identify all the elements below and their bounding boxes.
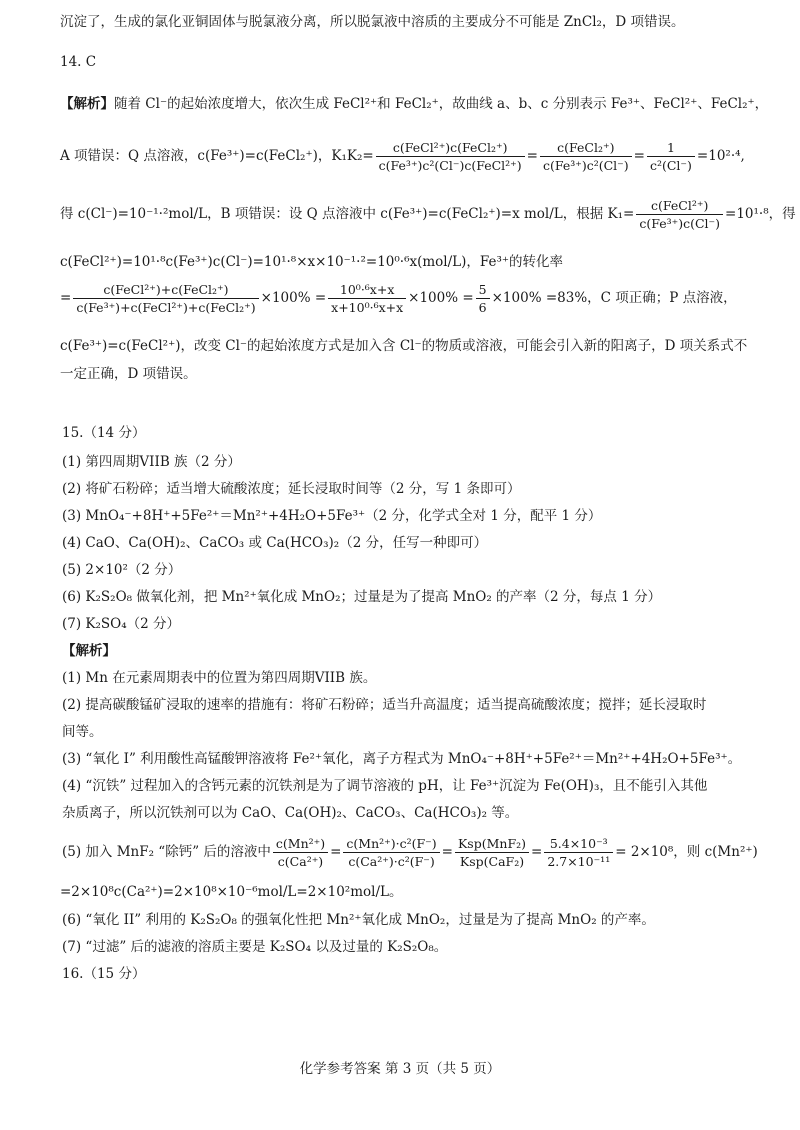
frac-denominator: c(Ca²⁺) [277, 854, 324, 869]
q14-line1-text: 随着 Cl⁻的起始浓度增大，依次生成 FeCl²⁺和 FeCl₂⁺，故曲线 a、b、c 分别表示 Fe³⁺、FeCl²⁺、FeCl₂⁺， [114, 96, 769, 112]
q14-line2-frac3 [647, 140, 695, 173]
page-footer: 化学参考答案 第 3 页（共 5 页） [299, 1061, 501, 1077]
q15-a5-frac1 [273, 836, 328, 869]
q14-line5-frac3 [476, 282, 490, 315]
q14-line3-suffix: =10¹·⁸，得 [725, 206, 796, 222]
q15-answer-1: (1) 第四周期VIIB 族（2 分） [62, 454, 241, 470]
frac-numerator: Ksp(MnF₂) [455, 836, 529, 853]
frac-numerator: c(FeCl²⁺) [636, 198, 723, 215]
q14-line3 [60, 198, 796, 231]
q15-answer-5: (5) 2×10²（2 分） [62, 562, 182, 578]
frac-numerator: c(FeCl²⁺)+c(FeCl₂⁺) [73, 282, 258, 299]
q15-analysis-4b: 杂质离子，所以沉铁剂可以为 CaO、Ca(OH)₂、CaCO₃、Ca(HCO₃)₂ 等。 [62, 805, 519, 821]
equals-sign: = [60, 290, 72, 306]
q14-line2-frac1 [376, 140, 525, 173]
q14-line2-prefix: A 项错误：Q 点溶液，c(Fe³⁺)=c(FeCl₂⁺)，K₁K₂= [60, 148, 374, 164]
q14-line3-prefix: 得 c(Cl⁻)=10⁻¹·²mol/L，B 项错误：设 Q 点溶液中 c(Fe³⁺)=c(FeCl₂⁺)=x mol/L，根据 K₁= [60, 206, 635, 222]
q14-line5-suffix: ×100% =83%，C 项正确；P 点溶液， [491, 290, 737, 306]
q15-analysis-6: (6) “氧化 II” 利用的 K₂S₂O₈ 的强氧化性把 Mn²⁺氧化成 MnO₂，过量是为了提高 MnO₂ 的产率。 [62, 912, 655, 928]
frac-numerator: c(Mn²⁺) [273, 836, 328, 853]
q14-line4: c(FeCl²⁺)=10¹·⁸c(Fe³⁺)c(Cl⁻)=10¹·⁸×x×10⁻¹·²=10⁰·⁶x(mol/L)，Fe³⁺的转化率 [60, 254, 564, 270]
q14-analysis-label: 【解析】 [60, 96, 114, 112]
q14-line5-mid: ×100% = [260, 290, 327, 306]
q14-line2 [60, 140, 745, 173]
q16-header: 16.（15 分） [62, 966, 146, 982]
frac-denominator: c(Fe³⁺)+c(FeCl²⁺)+c(FeCl₂⁺) [76, 300, 256, 315]
equals-sign: = [633, 148, 645, 164]
frac-numerator: c(FeCl₂⁺) [540, 140, 632, 157]
frac-denominator: c(Fe³⁺)c(Cl⁻) [639, 216, 721, 231]
q15-answer-6: (6) K₂S₂O₈ 做氧化剂，把 Mn²⁺氧化成 MnO₂；过量是为了提高 MnO₂ 的产率（2 分，每点 1 分） [62, 589, 662, 605]
q15-a5-frac4 [544, 836, 613, 869]
frac-denominator: Ksp(CaF₂) [459, 854, 525, 869]
q14-line5-frac2 [328, 282, 406, 315]
q15-answer-4: (4) CaO、Ca(OH)₂、CaCO₃ 或 Ca(HCO₃)₂（2 分，任写一种即可） [62, 535, 488, 551]
q14-line5 [60, 282, 737, 315]
frac-denominator: x+10⁰·⁶x+x [331, 300, 404, 315]
q15-analysis-2b: 间等。 [62, 724, 103, 740]
q14-line2-suffix: =10²·⁴, [696, 148, 745, 164]
frac-numerator: 5.4×10⁻³ [544, 836, 613, 853]
q15-answer-3: (3) MnO₄⁻+8H⁺+5Fe²⁺＝Mn²⁺+4H₂O+5Fe³⁺（2 分，化学式全对 1 分，配平 1 分） [62, 508, 602, 524]
q15-header: 15.（14 分） [62, 425, 146, 441]
q15-a5-frac2 [343, 836, 439, 869]
q15-analysis-3: (3) “氧化 I” 利用酸性高锰酸钾溶液将 Fe²⁺氧化，离子方程式为 MnO₄⁻+8H⁺+5Fe²⁺＝Mn²⁺+4H₂O+5Fe³⁺。 [62, 751, 742, 767]
q15-answer-2: (2) 将矿石粉碎；适当增大硫酸浓度；延长浸取时间等（2 分，写 1 条即可） [62, 481, 521, 497]
frac-numerator: c(FeCl²⁺)c(FeCl₂⁺) [376, 140, 525, 157]
frac-denominator: c(Fe³⁺)c²(Cl⁻)c(FeCl²⁺) [378, 158, 522, 173]
frac-numerator: 1 [647, 140, 695, 157]
frac-numerator: 10⁰·⁶x+x [328, 282, 406, 299]
q15-analysis-5b: =2×10⁸c(Ca²⁺)=2×10⁸×10⁻⁶mol/L=2×10²mol/L。 [60, 884, 403, 900]
q14-line3-frac [636, 198, 723, 231]
equals-sign: = [526, 148, 538, 164]
q13-tail-text: 沉淀了，生成的氯化亚铜固体与脱氯液分离，所以脱氯液中溶质的主要成分不可能是 ZnCl₂，D 项错误。 [60, 14, 685, 30]
frac-denominator: c²(Cl⁻) [649, 158, 692, 173]
frac-denominator: c(Fe³⁺)c²(Cl⁻) [542, 158, 629, 173]
frac-denominator: 2.7×10⁻¹¹ [547, 854, 611, 869]
frac-numerator: 5 [476, 282, 490, 299]
frac-denominator: c(Ca²⁺)·c²(F⁻) [348, 854, 435, 869]
q15-a5-suffix: = 2×10⁸，则 c(Mn²⁺) [615, 844, 758, 860]
q14-line7: 一定正确，D 项错误。 [60, 366, 197, 382]
q15-analysis-1: (1) Mn 在元素周期表中的位置为第四周期VIIB 族。 [62, 670, 377, 686]
q14-header: 14. C [60, 54, 97, 70]
frac-numerator: c(Mn²⁺)·c²(F⁻) [343, 836, 439, 853]
q15-analysis-2: (2) 提高碳酸锰矿浸取的速率的措施有：将矿石粉碎；适当升高温度；适当提高硫酸浓度；搅拌；延长浸取时 [62, 697, 707, 713]
q15-a5-prefix: (5) 加入 MnF₂ “除钙” 后的溶液中 [62, 844, 271, 860]
q15-answer-7: (7) K₂SO₄（2 分） [62, 616, 181, 632]
q15-analysis-7: (7) “过滤” 后的滤液的溶质主要是 K₂SO₄ 以及过量的 K₂S₂O₈。 [62, 939, 448, 955]
q14-line1 [60, 96, 768, 112]
frac-denominator: 6 [478, 300, 487, 315]
q14-line2-frac2 [540, 140, 632, 173]
q15-analysis-4: (4) “沉铁” 过程加入的含钙元素的沉铁剂是为了调节溶液的 pH，让 Fe³⁺沉淀为 Fe(OH)₃，且不能引入其他 [62, 778, 708, 794]
q14-line5-mid2: ×100% = [408, 290, 474, 306]
q15-a5-frac3 [455, 836, 529, 869]
q15-analysis-5: (5) 加入 MnF₂ “除钙” 后的溶液中 $\frac{\text{c(Mn²⁺)}}{\text{c(Ca²⁺)}}$ = $\frac{\text{c(Mn²⁺)·c²(F⁻)}}{\text{c(Ca²⁺)·c²(F⁻)}}$ = $\frac{\text{Ksp(MnF₂)}}{\text{Ksp(CaF₂)}}$ = $\frac{\text{5.4×10⁻³}}{\text{2.7×10⁻¹¹}}$ = 2×10⁸，则 c(Mn²⁺) [62, 836, 758, 869]
q15-analysis-label: 【解析】 [62, 643, 116, 659]
q14-line6: c(Fe³⁺)=c(FeCl²⁺)，改变 Cl⁻的起始浓度方式是加入含 Cl⁻的物质或溶液，可能会引入新的阳离子，D 项关系式不 [60, 338, 748, 354]
q14-line5-frac1 [73, 282, 258, 315]
